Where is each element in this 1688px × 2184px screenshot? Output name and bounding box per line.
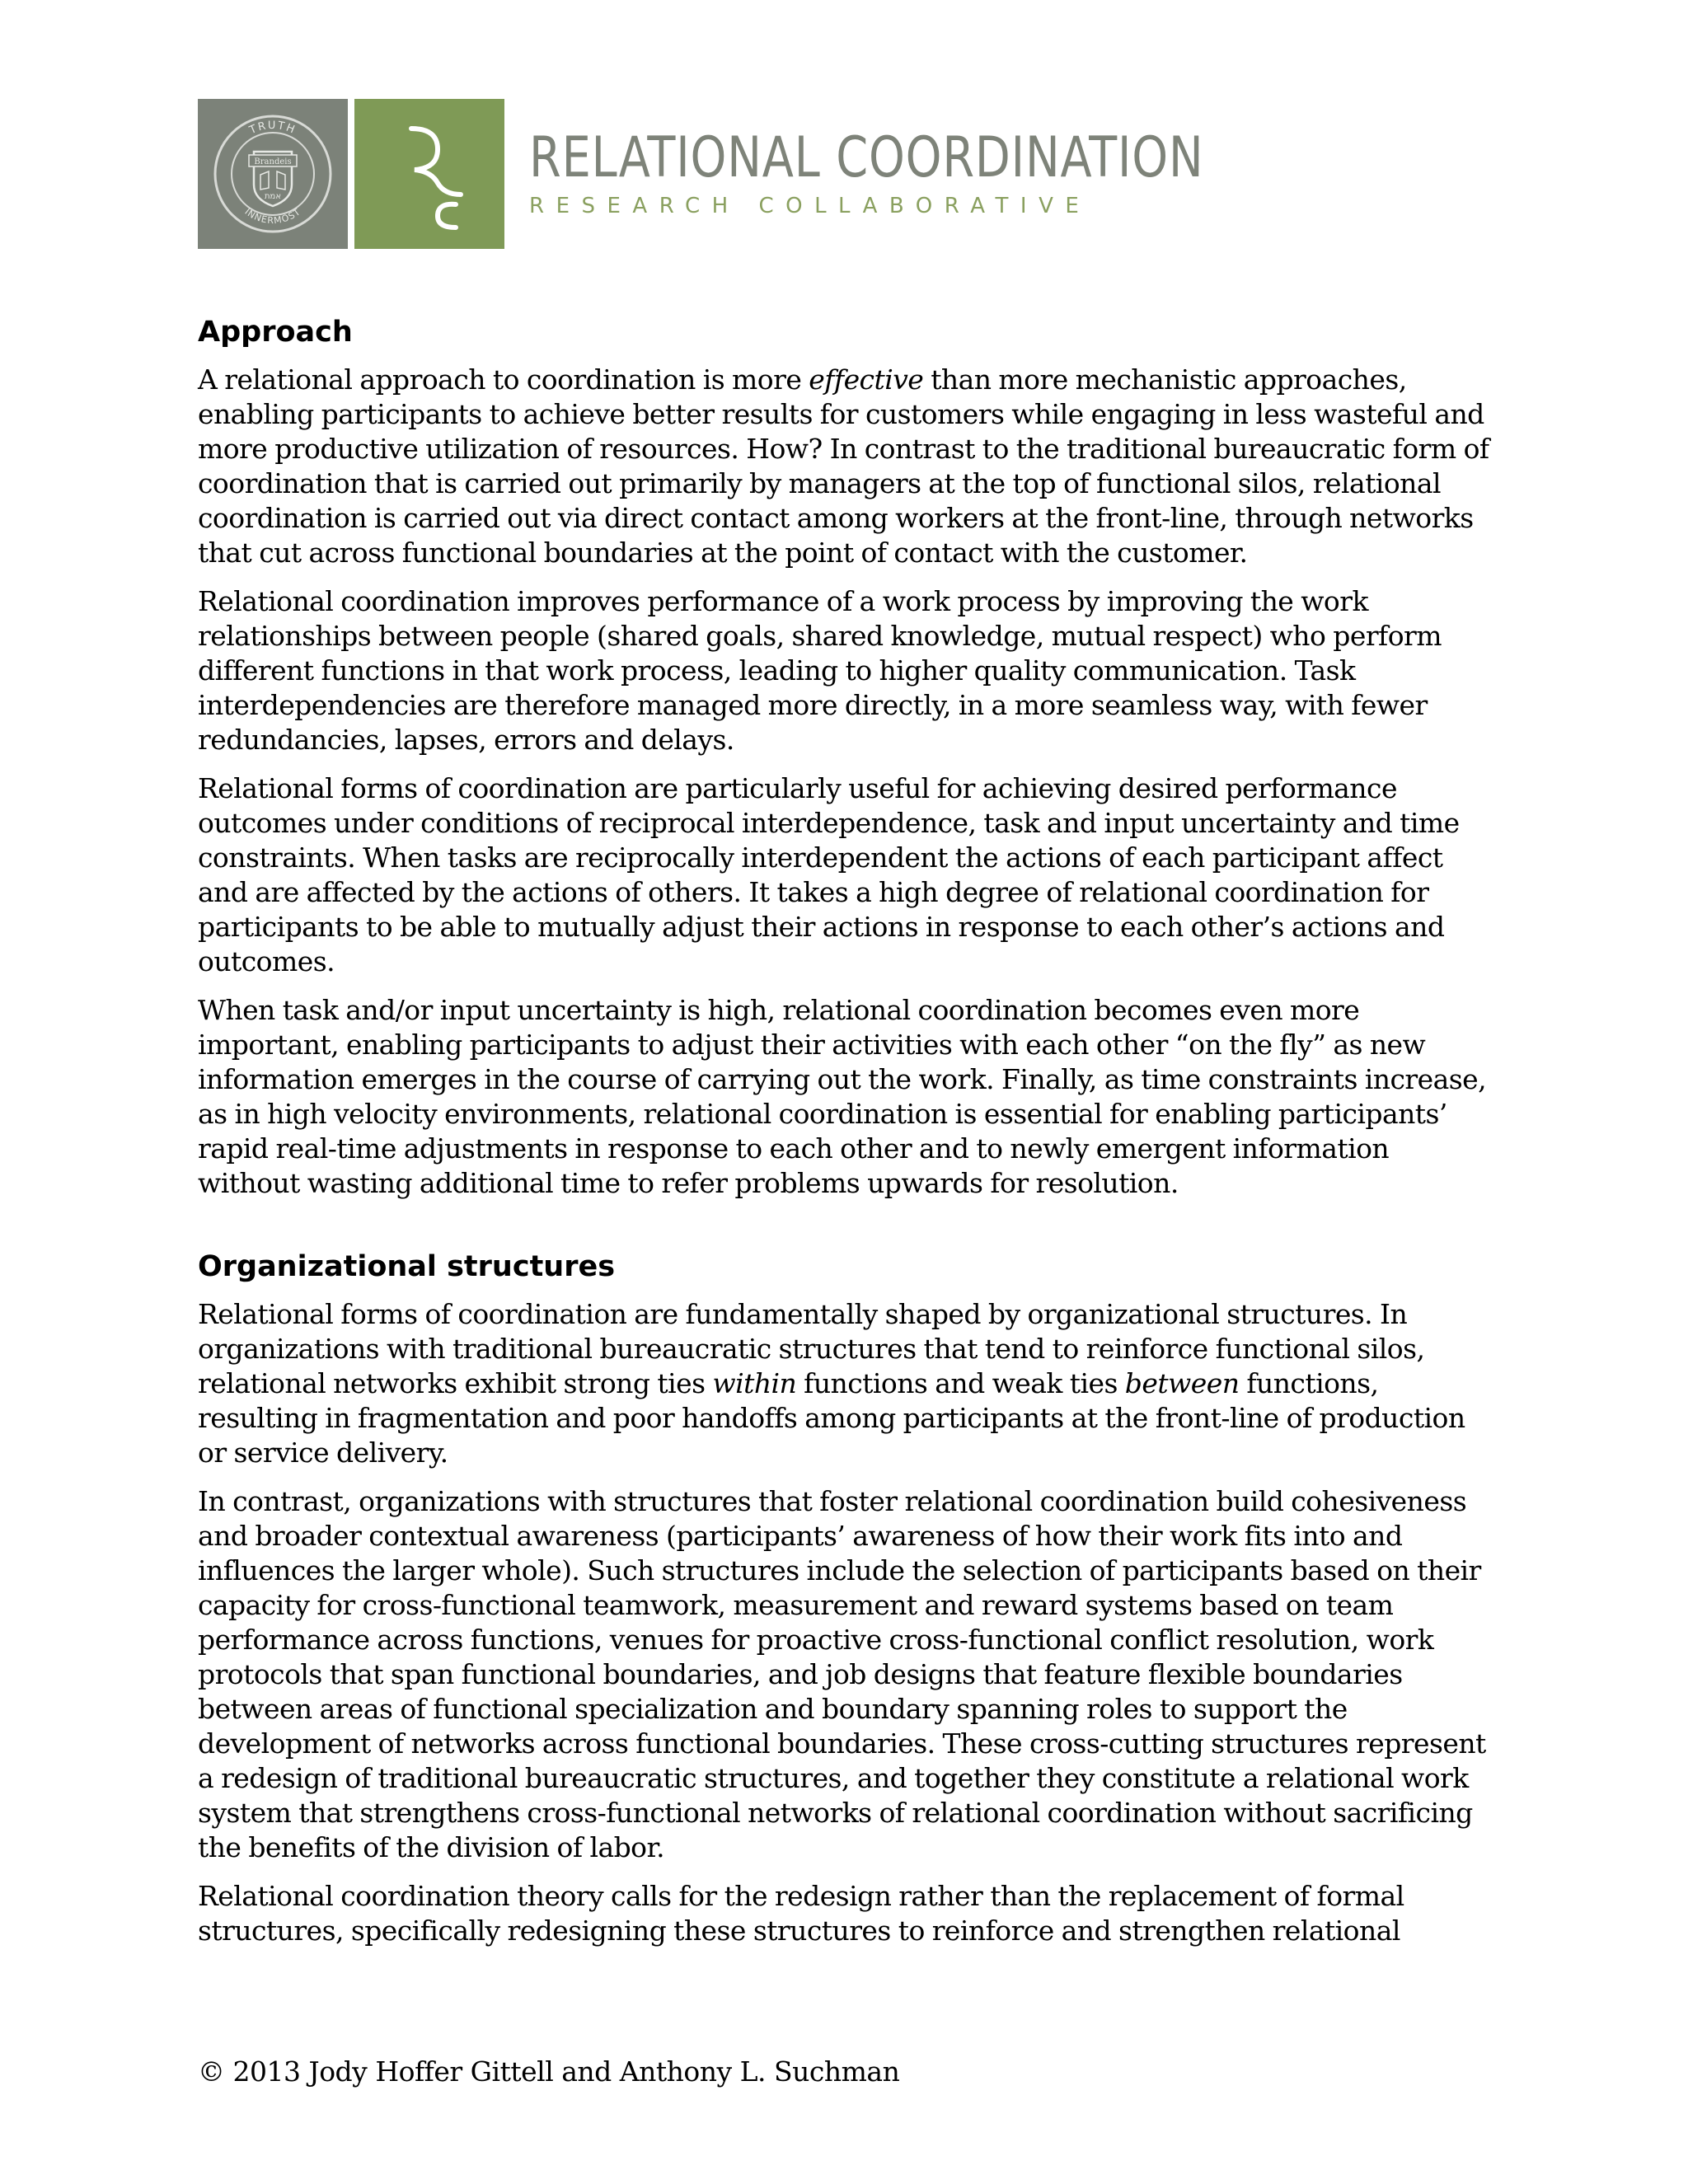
brand-subtitle: RESEARCH COLLABORATIVE: [529, 194, 1091, 218]
paragraph: [198, 1297, 1492, 1470]
paragraph: In contrast, organizations with structures that foster relational coordination build cohesiveness and broader contextual awareness (participants’ awareness of how their work fits into and influences the larger whole). Such structures include the selection of participants based on their capacity for cross-functional teamwork, measurement and reward systems based on team performance across functions, venues for proactive cross-functional conflict resolution, work protocols that span functional boundaries, and job designs that feature flexible boundaries between areas of functional specialization and boundary spanning roles to support the development of networks across functional boundaries. These cross-cutting structures represent a redesign of traditional bureaucratic structures, and together they constitute a relational work system that strengthens cross-functional networks of relational coordination without sacrificing the benefits of the division of labor.: [198, 1485, 1486, 1863]
wordmark: [529, 125, 1352, 218]
rc-mark: [354, 99, 504, 249]
emphasis-text: within: [712, 1367, 797, 1399]
main-content: [198, 313, 1492, 1962]
rc-monogram-icon: [380, 112, 479, 236]
text-run: functions, resulting in fragmentation and poor handoffs among participants at the front-line of production or service delivery.: [198, 1367, 1465, 1469]
seal-bottom-text: INNERMOST: [242, 206, 303, 227]
section-spacer: [198, 1215, 1492, 1248]
logo-header: [198, 99, 1352, 249]
brandeis-seal: [198, 99, 348, 249]
paragraph: Relational forms of coordination are particularly useful for achieving desired performance outcomes under conditions of reciprocal interdependence, task and input uncertainty and time constraints. When tasks are reciprocally interdependent the actions of each participant affect and are affected by the actions of others. It takes a high degree of relational coordination for participants to be able to mutually adjust their actions in response to each other’s actions and outcomes.: [198, 772, 1460, 977]
paragraph: When task and/or input uncertainty is high, relational coordination becomes even more important, enabling participants to adjust their activities with each other “on the fly” as new information emerges in the course of carrying out the work. Finally, as time constraints increase, as in high velocity environments, relational coordination is essential for enabling participants’ rapid real-time adjustments in response to each other and to newly emergent information without wasting additional time to refer problems upwards for resolution.: [198, 994, 1487, 1199]
seal-top-text: TRUTH: [247, 119, 298, 138]
text-run: Relational forms of coordination are fundamentally shaped by organizational structures. In organizations with traditional bureaucratic structures that tend to reinforce functional silos, relational networks exhibit strong ties: [198, 1298, 1425, 1399]
emphasis-text: between: [1124, 1367, 1240, 1399]
seal-icon: [211, 112, 335, 236]
brand-title: RELATIONAL COORDINATION: [529, 125, 1204, 190]
seal-banner: Brandeis: [254, 157, 292, 166]
text-run: A relational approach to coordination is more: [198, 363, 809, 396]
seal-hebrew: אמת: [264, 192, 282, 201]
svg-text:INNERMOST: [243, 206, 303, 226]
svg-text:TRUTH: [247, 120, 298, 137]
footer-copyright: © 2013 Jody Hoffer Gittell and Anthony L. Suchman: [198, 2055, 900, 2088]
paragraph: Relational coordination theory calls for the redesign rather than the replacement of formal structures, specifically redesigning these structures to reinforce and strengthen relational: [198, 1880, 1404, 1947]
section-heading-structures: Organizational structures: [198, 1250, 616, 1283]
paragraph: [198, 363, 1492, 570]
text-run: than more mechanistic approaches, enabling participants to achieve better results for customers while engaging in less wasteful and more productive utilization of resources. How? In contrast to the traditional bureaucratic form of coordination that is carried out primarily by managers at the top of functional silos, relational coordination is carried out via direct contact among workers at the front-line, through networks that cut across functional boundaries at the point of contact with the customer.: [198, 363, 1489, 569]
text-run: functions and weak ties: [796, 1367, 1125, 1399]
paragraph: Relational coordination improves performance of a work process by improving the work relationships between people (shared goals, shared knowledge, mutual respect) who perform different functions in that work process, leading to higher quality communication. Task interdependencies are therefore managed more directly, in a more seamless way, with fewer redundancies, lapses, errors and delays.: [198, 585, 1442, 756]
emphasis-text: effective: [809, 363, 924, 396]
section-heading-approach: Approach: [198, 316, 353, 349]
